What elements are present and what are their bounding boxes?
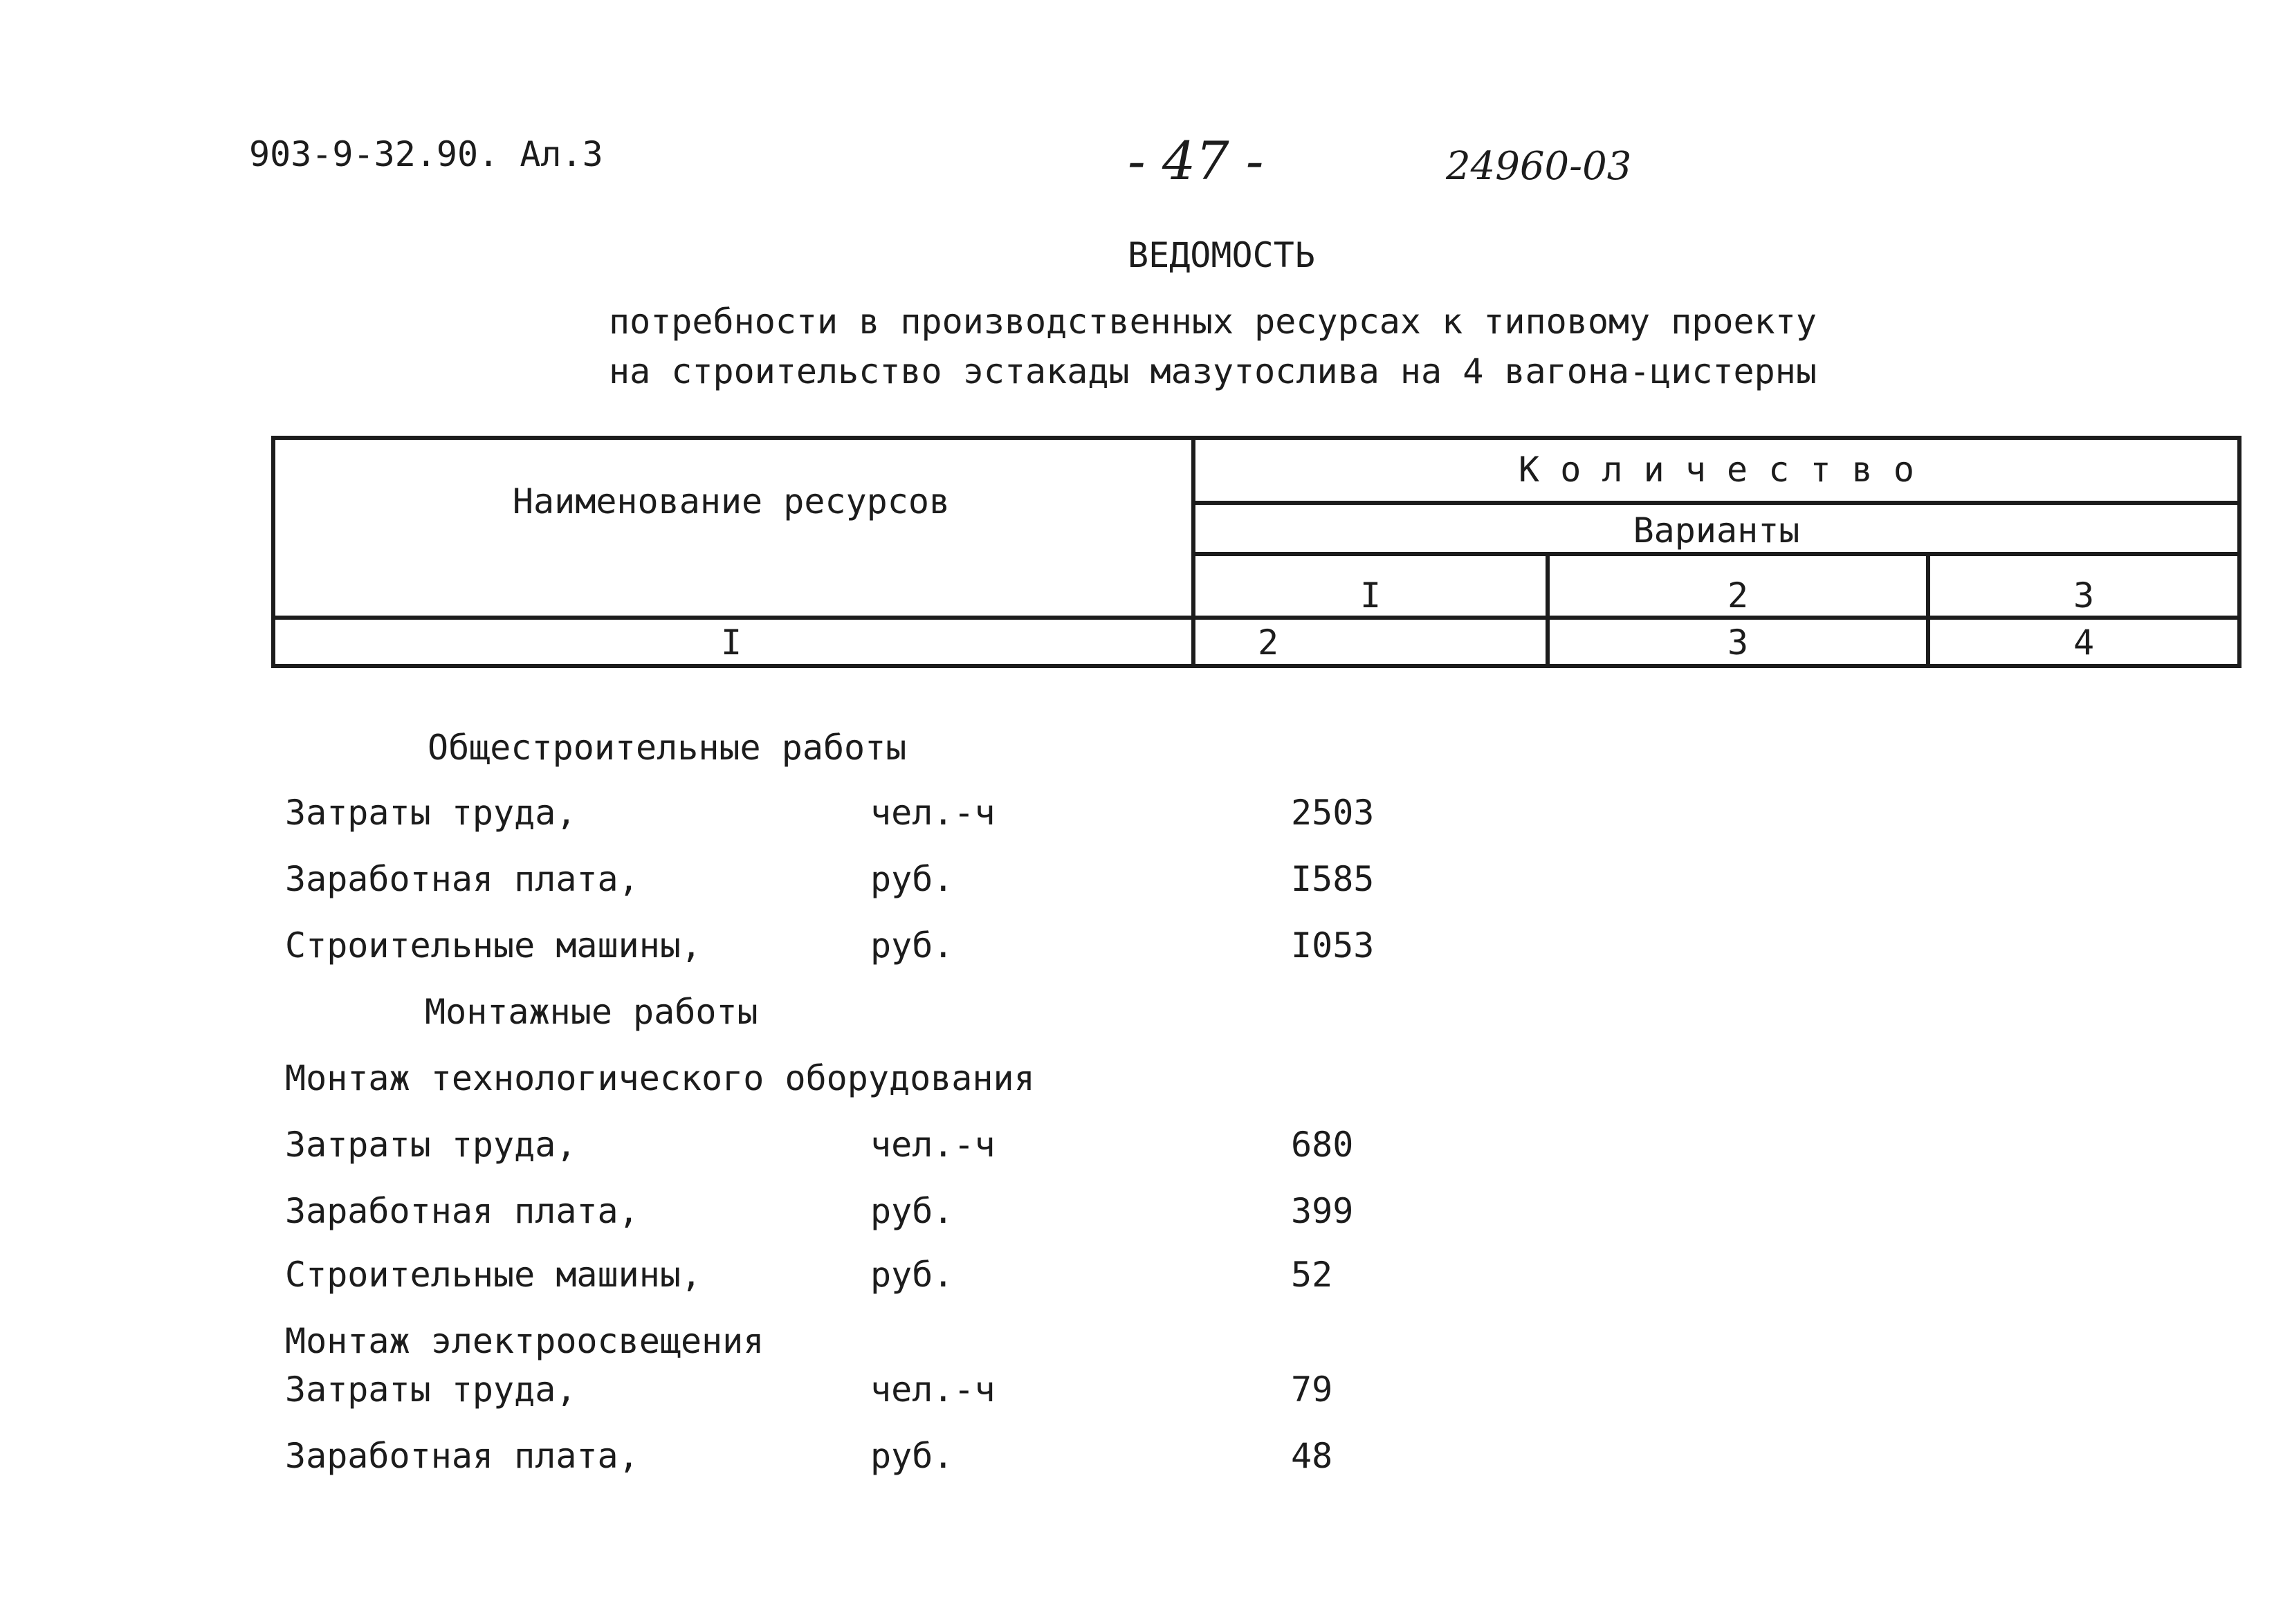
row-unit: руб. [870, 1436, 954, 1476]
page-number: - 47 - [1128, 130, 1264, 192]
table-line [2237, 436, 2241, 668]
handwritten-doc-number: 24960-03 [1446, 144, 1632, 189]
table-line [271, 616, 2241, 620]
variant-number: 3 [2073, 575, 2095, 616]
table-line [1191, 552, 2241, 556]
row-unit: руб. [870, 1255, 954, 1295]
row-value: I585 [1291, 859, 1375, 899]
subsection-title-equipment: Монтаж технологического оборудования [285, 1058, 1035, 1098]
row-name: Строительные машины, [285, 1255, 702, 1295]
variant-number: I [1359, 575, 1382, 616]
row-value: I053 [1291, 925, 1375, 966]
document-code: 903-9-32.90. Ал.3 [249, 134, 603, 174]
table-line [1191, 501, 2241, 505]
column-number: 3 [1727, 622, 1749, 663]
row-value: 680 [1291, 1125, 1354, 1165]
row-name: Затраты труда, [285, 1125, 577, 1165]
row-name: Заработная плата, [285, 1436, 639, 1476]
column-header-resource-name: Наименование ресурсов [512, 481, 951, 522]
column-header-quantity: К о л и ч е с т в о [1519, 450, 1914, 490]
row-value: 52 [1291, 1255, 1333, 1295]
section-title-installation: Монтажные работы [425, 992, 758, 1032]
row-name: Заработная плата, [285, 1191, 639, 1231]
row-name: Заработная плата, [285, 859, 639, 899]
column-header-variants: Варианты [1633, 510, 1800, 551]
row-unit: руб. [870, 925, 954, 966]
table-line [271, 436, 2241, 440]
row-unit: чел.-ч [870, 1125, 996, 1165]
row-value: 399 [1291, 1191, 1354, 1231]
row-unit: руб. [870, 1191, 954, 1231]
variant-number: 2 [1727, 575, 1749, 616]
column-number: 4 [2073, 622, 2095, 663]
row-value: 2503 [1291, 793, 1375, 833]
section-title-general-construction: Общестроительные работы [428, 728, 907, 768]
subsection-title-lighting: Монтаж электроосвещения [285, 1321, 764, 1361]
resources-header-table [271, 436, 2241, 668]
column-number: 2 [1257, 622, 1279, 663]
row-unit: чел.-ч [870, 1369, 996, 1410]
document-subtitle-line-1: потребности в производственных ресурсах к типовому проекту [609, 302, 1817, 342]
row-unit: чел.-ч [870, 793, 996, 833]
row-unit: руб. [870, 859, 954, 899]
row-name: Затраты труда, [285, 1369, 577, 1410]
document-subtitle-line-2: на строительство эстакады мазутослива на 4 вагона-цистерны [609, 351, 1817, 391]
row-value: 48 [1291, 1436, 1333, 1476]
column-number: I [720, 622, 742, 663]
table-line [271, 664, 2241, 668]
row-name: Затраты труда, [285, 793, 577, 833]
document-title: ВЕДОМОСТЬ [1128, 235, 1315, 275]
row-value: 79 [1291, 1369, 1333, 1410]
row-name: Строительные машины, [285, 925, 702, 966]
